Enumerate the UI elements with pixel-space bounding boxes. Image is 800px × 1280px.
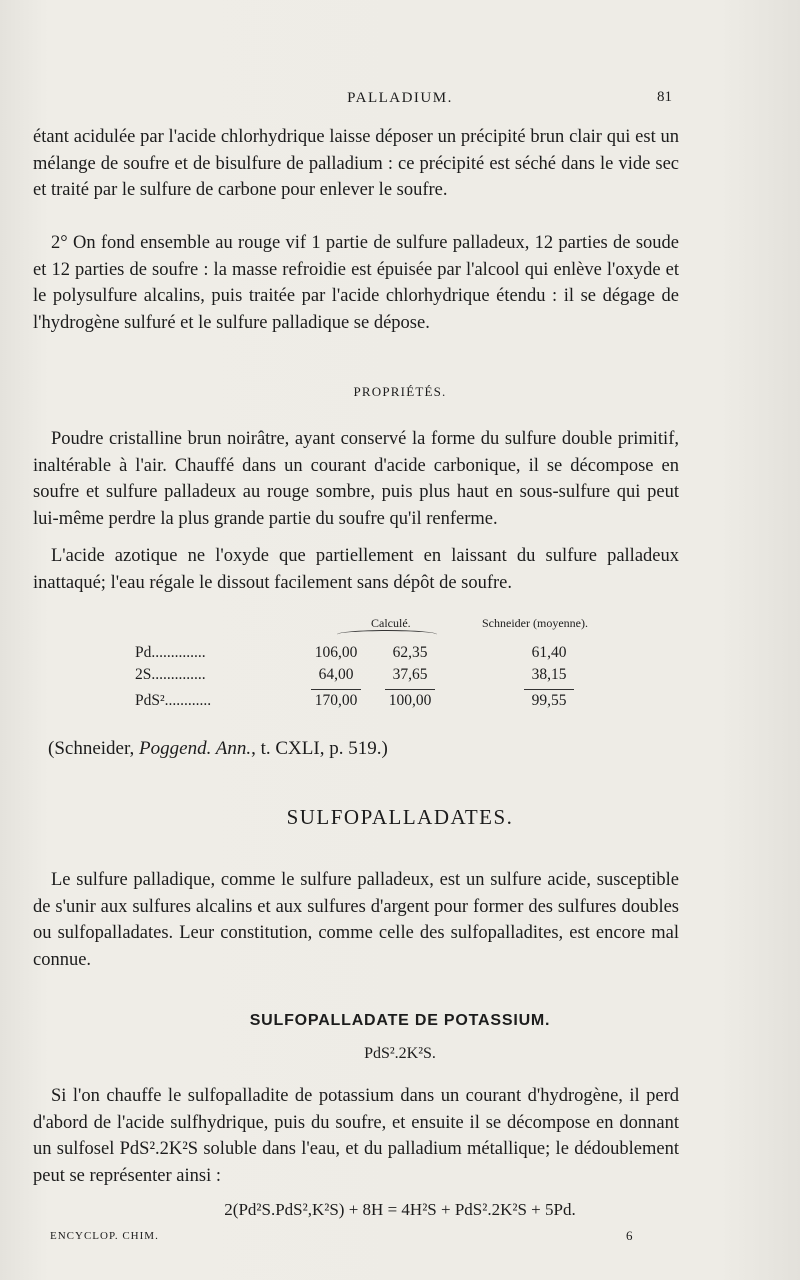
page-number: 81 — [657, 89, 672, 105]
row-label: 2S.............. — [135, 666, 206, 683]
value-calc-percent: 62,35 — [392, 644, 428, 661]
citation-journal: Poggend. Ann. — [139, 738, 252, 759]
table-row — [135, 666, 635, 686]
citation-pre: (Schneider, — [48, 738, 140, 759]
footer-sheet-number: 6 — [626, 1228, 633, 1243]
equation: 2(Pd²S.PdS²,K²S) + 8H = 4H²S + PdS².2K²S + 5Pd. — [224, 1200, 576, 1219]
heading-proprietes: PROPRIÉTÉS. — [353, 384, 447, 399]
table-header-schneider: Schneider (moyenne). — [482, 616, 588, 630]
table-row — [135, 644, 635, 664]
sum-rule — [385, 689, 435, 690]
heading-sulfopalladate-potassium: SULFOPALLADATE DE POTASSIUM. — [249, 1012, 551, 1029]
sum-rule — [311, 689, 361, 690]
row-label: Pd.............. — [135, 644, 206, 661]
table-header-calcule: Calculé. — [371, 616, 411, 630]
value-calc-weight: 106,00 — [314, 644, 358, 661]
paragraph-1: étant acidulée par l'acide chlorhydrique laisse déposer un précipité brun clair qui est un mélange de soufre et de bisulfure de palladium : ce précipité est séché dans le vide sec et traité par le sulfure de carbone pour enlever le soufre. — [33, 127, 679, 200]
footer-signature: ENCYCLOP. CHIM. — [50, 1230, 159, 1242]
value-calc-percent: 100,00 — [388, 692, 432, 709]
formula: PdS².2K²S. — [364, 1045, 436, 1062]
paragraph-6: Si l'on chauffe le sulfopalladite de potassium dans un courant d'hydrogène, il perd d'abord de l'acide sulfhydrique, puis du soufre, et ensuite il se décompose en donnant un sulfosel PdS².2K²S soluble dans l'eau, et du palladium métallique; le dédoublement peut se représenter ainsi : — [33, 1086, 679, 1186]
citation — [48, 738, 388, 760]
running-title: PALLADIUM. — [347, 90, 453, 106]
value-calc-weight: 170,00 — [314, 692, 358, 709]
value-calc-percent: 37,65 — [392, 666, 428, 683]
value-schneider: 99,55 — [531, 692, 567, 709]
table-row-total — [135, 692, 635, 712]
value-schneider: 61,40 — [531, 644, 567, 661]
brace-line — [337, 630, 437, 639]
value-calc-weight: 64,00 — [318, 666, 354, 683]
heading-sulfopalladates: SULFOPALLADATES. — [286, 805, 514, 829]
value-schneider: 38,15 — [531, 666, 567, 683]
citation-post: , t. CXLI, p. 519.) — [251, 738, 388, 759]
paragraph-5: Le sulfure palladique, comme le sulfure palladeux, est un sulfure acide, susceptible de s'unir aux sulfures alcalins et aux sulfures d'argent pour former des sulfures doubles ou sulfopalladates. Leur constitution, comme celle des sulfopalladites, est encore mal connue. — [33, 870, 679, 970]
paragraph-3: Poudre cristalline brun noirâtre, ayant conservé la forme du sulfure double primitif, inaltérable à l'air. Chauffé dans un courant d'acide carbonique, il se décompose en soufre et sulfure palladeux au rouge sombre, puis plus haut en sous-sulfure qui peut lui-même perdre la plus grande partie du soufre qu'il renferme. — [33, 429, 679, 529]
sum-rule — [524, 689, 574, 690]
paragraph-4: L'acide azotique ne l'oxyde que partiellement en laissant du sulfure palladeux inattaqué; l'eau régale le dissout facilement sans dépôt de soufre. — [33, 546, 679, 593]
row-label: PdS²............ — [135, 692, 212, 709]
paragraph-2: 2° On fond ensemble au rouge vif 1 partie de sulfure palladeux, 12 parties de soude et 12 parties de soufre : la masse refroidie est épuisée par l'alcool qui enlève l'oxyde et le polysulfure alcalins, puis traitée par l'acide chlorhydrique étendu : il se dégage de l'hydrogène sulfuré et le sulfure palladique se dépose. — [33, 233, 679, 333]
